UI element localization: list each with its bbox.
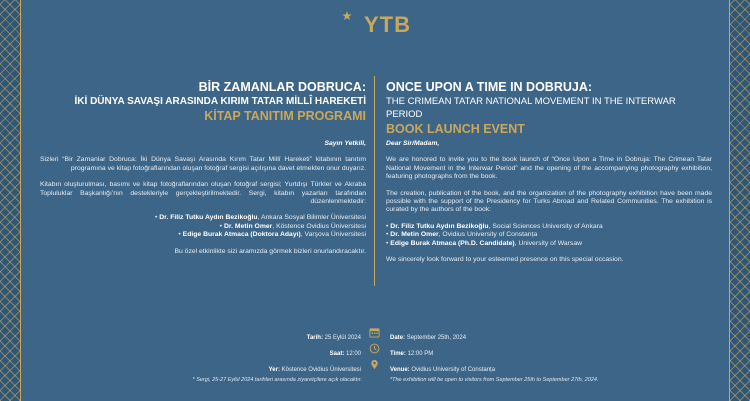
subtitle-en: THE CRIMEAN TATAR NATIONAL MOVEMENT IN THE INTERWAR PERIOD (386, 96, 676, 120)
paragraph-2-en: The creation, publication of the book, and the organization of the photography exhibition have been made possible with the support of the Presidency for Turks Abroad and Related Communities. The exhibition is curated by the authors of the book: (386, 189, 712, 214)
info-icons (369, 327, 381, 375)
decorative-border-left (0, 0, 21, 401)
authors-list-tr (40, 214, 366, 239)
logo-text: YTB (364, 12, 411, 37)
salutation-en: Dear Sir/Madam, (386, 140, 440, 147)
event-en: BOOK LAUNCH EVENT (386, 122, 525, 136)
author-item: • Edige Burak Atmaca (Doktora Adayı), Varşova Üniversitesi (178, 231, 366, 239)
decorative-border-right (729, 0, 750, 401)
crescent-star-icon (334, 10, 360, 40)
date-row-en: Date: September 25th, 2024 (390, 335, 467, 341)
time-row-tr: Saat: 12:00 (329, 351, 361, 357)
event-info-en (390, 330, 650, 378)
english-body (386, 140, 712, 272)
exhibition-note-tr: * Sergi, 25-27 Eylül 2024 tarihleri arasında ziyaretçilere açık olacaktır. (192, 377, 362, 383)
location-pin-icon (369, 359, 380, 370)
calendar-icon (369, 327, 380, 338)
author-item: • Dr. Metin Omer, Köstence Ovidius Üniversitesi (219, 222, 366, 230)
column-divider (374, 76, 375, 286)
turkish-body (40, 140, 366, 264)
title-en: ONCE UPON A TIME IN DOBRUJA: (386, 80, 593, 94)
exhibition-note-en: *The exhibition will be open to visitors from September 25th to September 27th, 2024. (390, 377, 599, 383)
venue-row-tr: Yer: Köstence Ovidius Üniversitesi (268, 367, 361, 373)
subtitle-tr: İKİ DÜNYA SAVAŞI ARASINDA KIRIM TATAR MİLLÎ HAREKETİ (74, 96, 366, 107)
event-info-tr (230, 330, 361, 378)
authors-list-en (386, 223, 712, 248)
time-row-en: Time: 12:00 PM (390, 351, 434, 357)
author-item: • Edige Burak Atmaca (Ph.D. Candidate), University of Warsaw (386, 239, 583, 247)
event-tr: KİTAP TANITIM PROGRAMI (204, 109, 366, 123)
author-item: • Dr. Filiz Tutku Aydın Bezikoğlu, Social Sciences University of Ankara (386, 222, 603, 230)
paragraph-1-tr: Sizleri “Bir Zamanlar Dobruca: İki Dünya Savaşı Arasında Kırım Tatar Millî Hareketi” kitabının tanıtım programına ve kitap fotoğraflarından oluşan fotoğraf sergisi açılışına davet etmekten onur duyarız. (40, 156, 366, 172)
closing-en: We sincerely look forward to your esteemed presence on this special occasion. (386, 256, 624, 264)
paragraph-1-en: We are honored to invite you to the book launch of “Once Upon a Time in Dobruja: The Crimean Tatar National Movement in the Interwar Period” and the opening of the accompanying photography exhibition, featuring photographs from the book. (386, 156, 712, 181)
closing-tr: Bu özel etkinlikte sizi aramızda görmek bizleri onurlandıracaktır. (174, 247, 366, 255)
turkish-heading (40, 80, 366, 125)
date-row-tr: Tarih: 25 Eylül 2024 (306, 335, 361, 341)
english-heading (386, 80, 712, 138)
author-item: • Dr. Metin Omer, Ovidius University of Constanța (386, 231, 538, 239)
ytb-logo (334, 10, 411, 40)
paragraph-2-tr: Kitabın oluşturulması, basımı ve kitap fotoğraflarından oluşan fotoğraf sergisi; Yurtdışı Türkler ve Akraba Topluluklar Başkanlığı’nın destekleriyle gerçekleştirilmektedir. Sergi, kitabın yazarları tarafından düzenlenmektedir: (40, 181, 366, 206)
title-tr: BİR ZAMANLAR DOBRUCA: (198, 80, 366, 94)
author-item: • Dr. Filiz Tutku Aydın Bezikoğlu, Ankara Sosyal Bilimler Üniversitesi (154, 214, 366, 222)
venue-row-en: Venue: Ovidius University of Constanța (390, 367, 496, 373)
salutation-tr: Sayın Yetkili, (324, 140, 366, 147)
clock-icon (369, 343, 380, 354)
